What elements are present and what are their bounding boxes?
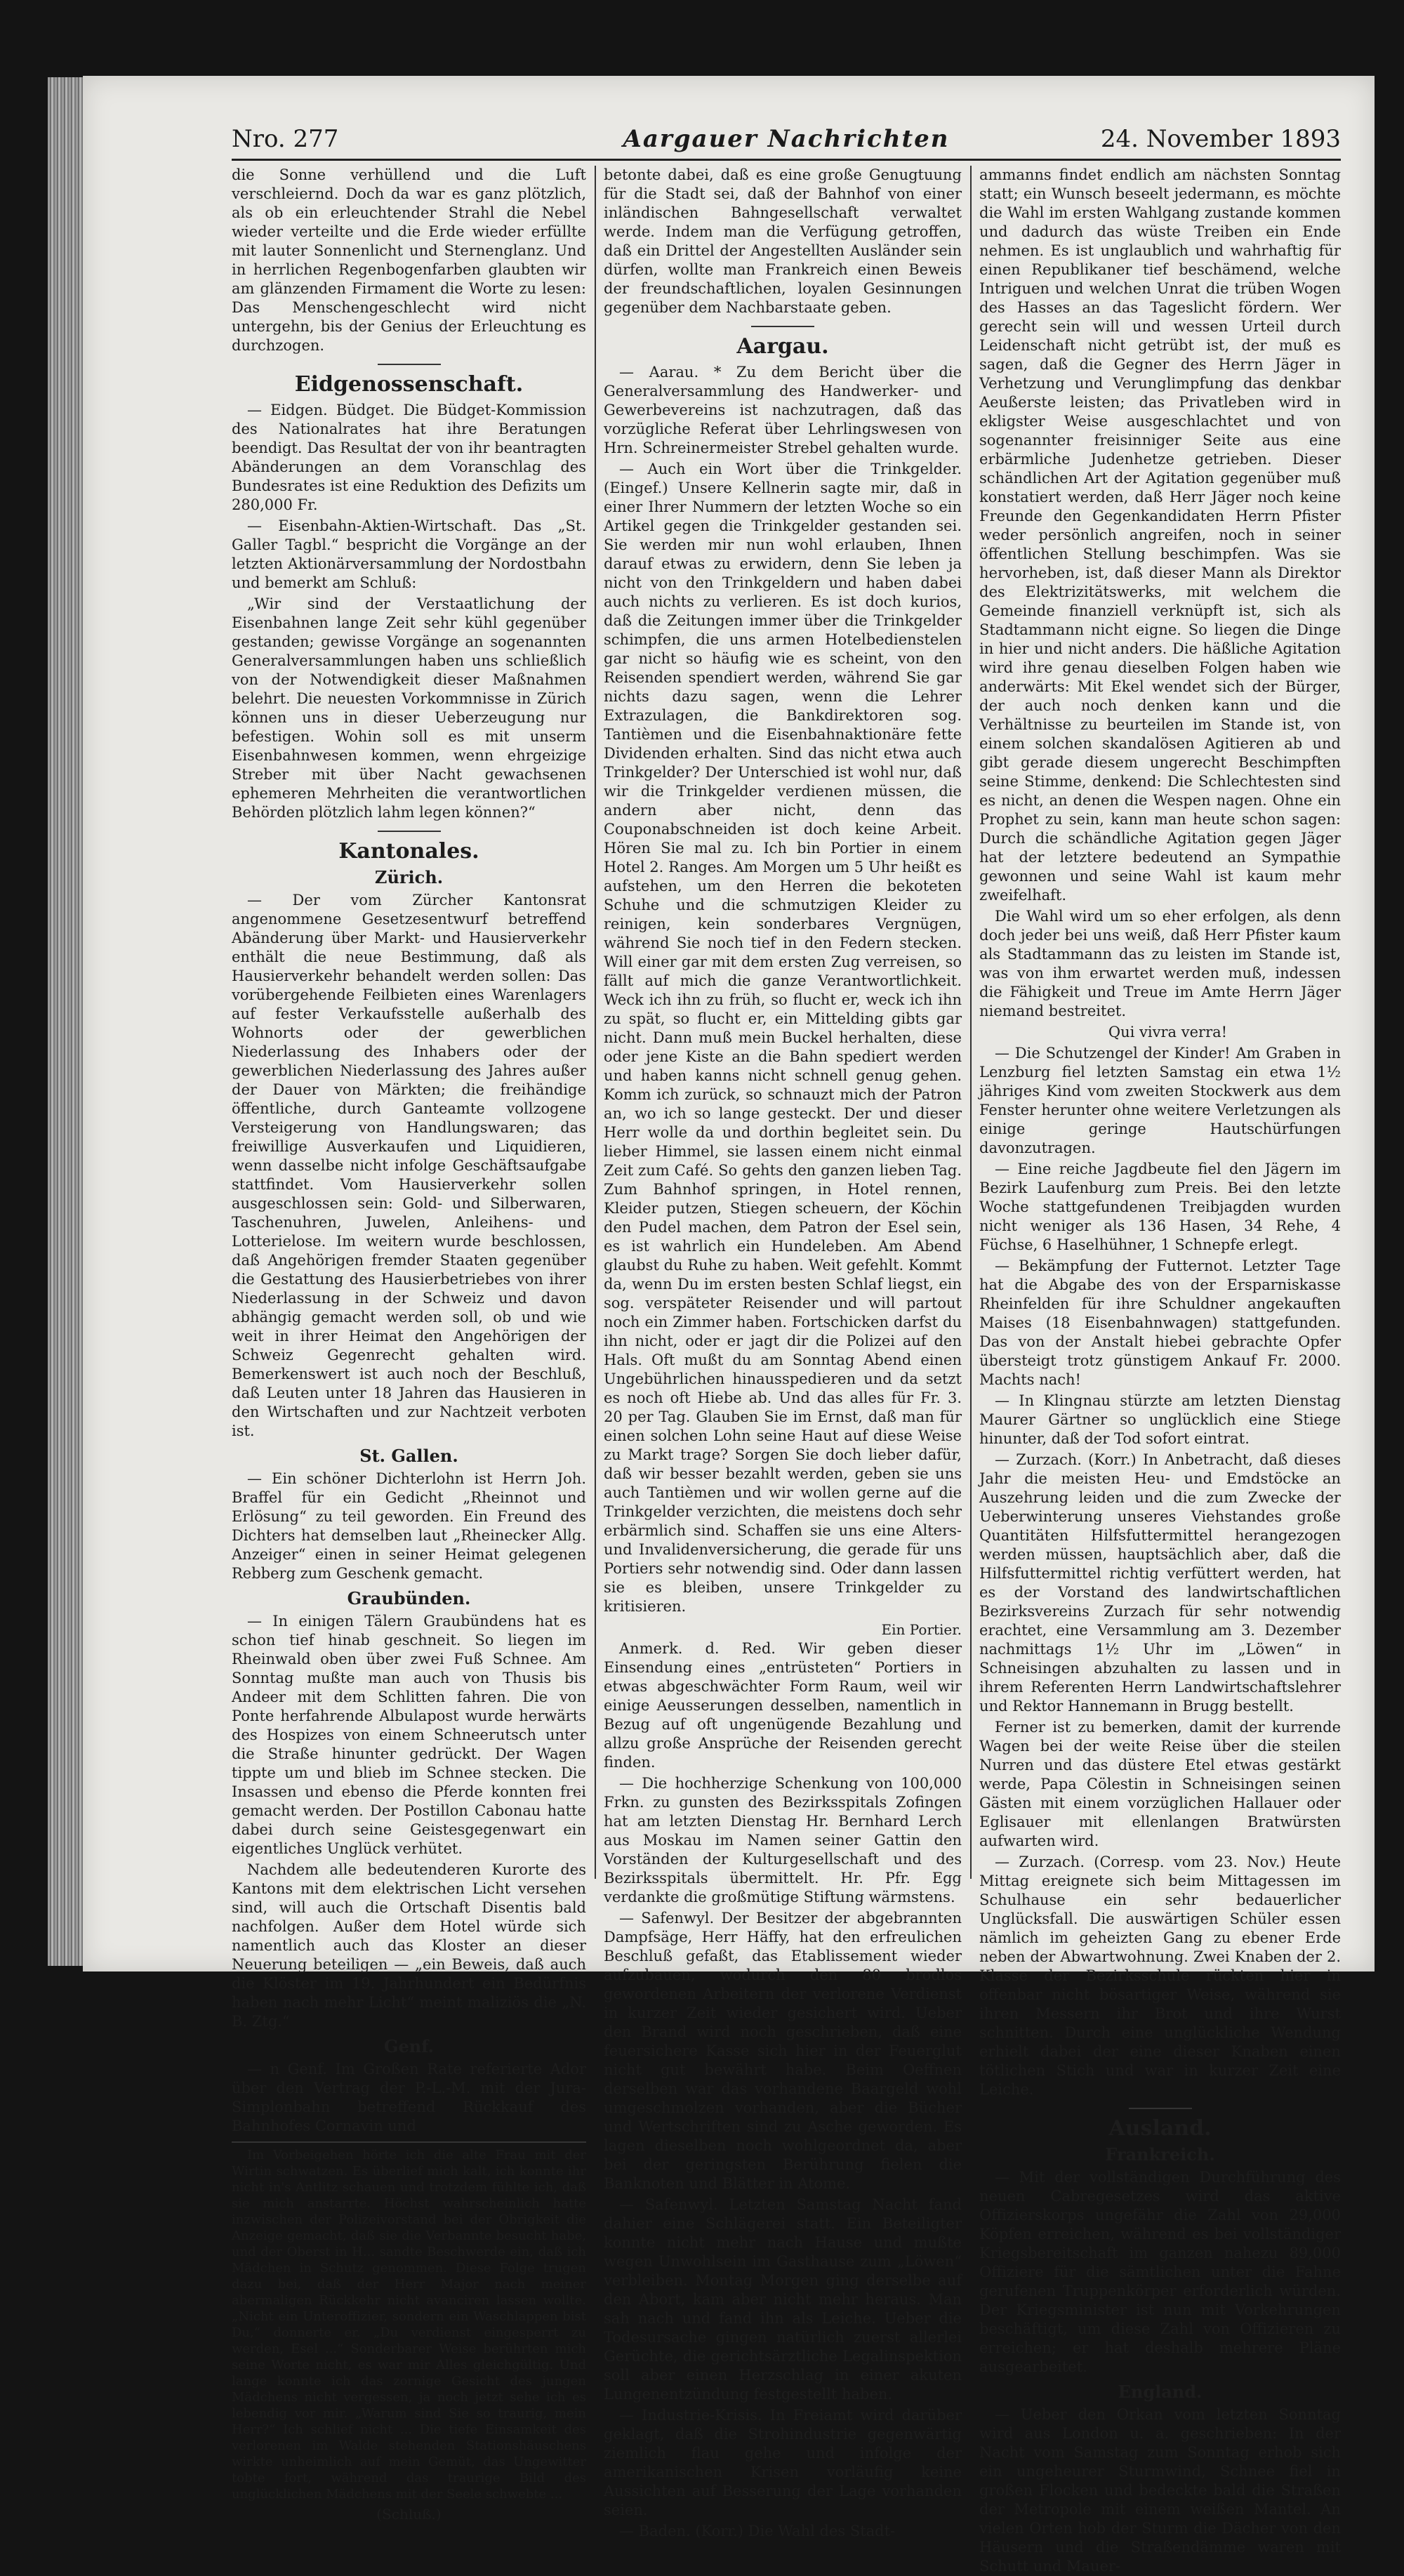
article-text: Anmerk. d. Red. Wir geben dieser Einsendung eines „entrüsteten“ Portiers in etwas abgeschwächter Form Raum, weil wir einige Aeusserungen desselben, namentlich in Bezug auf oft ungenügende Bezahlung und allzu große Ansprüche der Reisenden gerecht finden.	[604, 1640, 962, 1771]
article-text: Die Wahl wird um so eher erfolgen, als denn doch jeder bei uns weiß, daß Herr Pfister kaum als Stadtammann das zu leisten im Stande ist, was von ihm erwartet werden muß, indessen die Fähigkeit und Treue im Amte Herrn Jäger niemand bestreitet.	[979, 908, 1341, 1019]
subsection-heading: Graubünden.	[347, 1588, 471, 1609]
column-divider	[970, 166, 972, 1879]
section-heading: Eidgenossenschaft.	[294, 372, 524, 397]
article-text: — Industrie-Krisis. In Freiamt wird darüber geklagt, daß die Strohindustrie gegenwärtig ziemlich flau gehe und infolge der amerikanischen Krisen vorläufig keine Aussichten auf Besserung der Lage vorhanden seien.	[604, 2407, 962, 2518]
article-text: die Sonne verhüllend und die Luft verschleiernd. Doch da war es ganz plötzlich, als ob ein erleuchtender Strahl die Nebel wieder verteilte und die Erde wieder erfüllte mit lauter Sonnenlicht und Sternenglanz. Und in herrlichen Regenbogenfarben glaubten wir am glänzenden Firmament die Worte zu lesen: Das Menschengeschlecht wird nicht untergehn, bis der Genius der Erleuchtung es durchzogen.	[232, 166, 586, 354]
feuilleton-text: Im Vorbeigehen hörte ich die alte Frau mit der Wirtin schwatzen. Es überlief mich kalt, ich konnte ihr nicht in's Antlitz schauen und trotzdem fühlte ich, daß sie mich anstarrte. Höchst wahrscheinlich hatte inzwischen der Polizeivorstand bei der Obrigkeit die Anzeige gemacht, daß sie die Verbannte besucht habe, und der Oberst in H... sandte Beschwerde ein, daß ich Mädchen in Schutz genommen. Diese Folge trugen dazu bei, daß der Herr Major nach meiner abermaligen Rückkehr nicht avanciren lassen wollte. „Nicht ein Unteroffizier, sondern ein Waschlappen bist Du,“ donnerte er. „Du verdienst eingesperrt zu werden, Esel ...“ Sonderbarer Weise berührten mich seine Worte nicht, es war mir Alles gleichgültig. Und lange konnte ich das zornige Gesicht des jungen Mädchens nicht vergessen, ja noch jetzt sehe ich es lebendig vor mir. „Warum sind Sie so traurig, mein Herr?“ Ich schlief nicht ... Die tiefe Einsamkeit des verlorenen im Walde stehenden Stationshäuschens wirkte unheimlich auf mein Gemüt, das Ungewitter tobte fort, während das traurige Bild des unglücklichen Mädchens mit der Seele schwebte ...	[232, 2148, 586, 2502]
article-text: betonte dabei, daß es eine große Genugtuung für die Stadt sei, daß der Bahnhof von einer inländischen Bahngesellschaft verwaltet werde. Indem man die Verfügung getroffen, daß ein Drittel der Angestellten Ausländer sein dürfen, wollte man Frankreich einen Beweis der freundschaftlichen, loyalen Gesinnungen gegenüber dem Nachbarstaate geben.	[604, 166, 962, 316]
column-divider	[595, 166, 596, 1879]
article-text: — Eine reiche Jagdbeute fiel den Jägern im Bezirk Laufenburg zum Preis. Bei den letzte Woche stattgefundenen Treibjagden wurden nicht weniger als 136 Hasen, 34 Rehe, 4 Füchse, 6 Haselhühner, 1 Schnepfe erlegt.	[979, 1161, 1341, 1253]
article-text: — Zurzach. (Korr.) In Anbetracht, daß dieses Jahr die meisten Heu- und Emdstöcke an Auszehrung leiden und die zum Zwecke der Ueberwinterung unseres Viehstandes große Quantitäten Hilfsfuttermittel herangezogen werden müssen, hauptsächlich aber, daß die Hilfsfuttermittel richtig verfüttert werden, hat es der Vorstand des landwirtschaftlichen Bezirksvereins Zurzach für sehr notwendig erachtet, eine Versammlung am 3. Dezember nachmittags 1½ Uhr im „Löwen“ in Schneisingen abzuhalten zu lassen und in ihrem Referenten Herrn Landwirtschaftslehrer und Rektor Hannemann in Brugg bestellt.	[979, 1451, 1341, 1715]
feuilleton-end: (Schluß.)	[376, 2506, 442, 2523]
article-text: — Auch ein Wort über die Trinkgelder. (Eingef.) Unsere Kellnerin sagte mir, daß in einer Ihrer Nummern der letzten Woche so ein Artikel gegen die Trinkgelder gestanden sei. Sie werden mir nun wohl erlauben, Ihnen darauf etwas zu erwidern, denn Sie leben ja nicht von den Trinkgeldern und haben dabei auch nichts zu verlieren. Es ist doch kurios, daß die Zeitungen immer über die Trinkgelder schimpfen, die uns armen Hotelbedienstelen gar nicht so häufig wie es scheint, von den Reisenden spendiert werden, während Sie gar nichts dazu sagen, wenn die Lehrer Extrazulagen, die Bankdirektoren sog. Tantièmen und die Eisenbahnaktionäre fette Dividenden erhalten. Sind das nicht etwa auch Trinkgelder? Der Unterschied ist wohl nur, daß wir die Trinkgelder verdienen müssen, die andern aber nicht, denn das Couponabschneiden ist doch keine Arbeit. Hören Sie mal zu. Ich bin Portier in einem Hotel 2. Ranges. Am Morgen um 5 Uhr heißt es aufstehen, um den Herren die bekoteten Schuhe und die schmutzigen Kleider zu reinigen, kein sonderbares Vergnügen, während Sie noch tief in den Federn stecken. Will einer gar mit dem ersten Zug verreisen, so fällt auf mich die ganze Verantwortlichkeit. Weck ich ihn zu früh, so flucht er, weck ich ihn zu spät, so flucht er, ein Mittelding gibts gar nicht. Dann muß mein Buckel herhalten, diese oder jene Kiste an die Bahn spediert werden und haben kanns nicht schnell genug gehen. Komm ich zurück, so schnauzt mich der Patron an, wo ich so lange gesteckt. Der und dieser Herr wolle da und dorthin begleitet sein. Du lieber Himmel, sie lassen einem nicht einmal Zeit zum Café. So gehts den ganzen lieben Tag. Zum Bahnhof springen, in Hotel rennen, Kleider putzen, Stiegen scheuern, der Köchin den Pudel machen, dem Patron der Esel sein, es ist wahrlich ein Hundeleben. Am Abend glaubst du Ruhe zu haben. Weit gefehlt. Kommt da, wenn Du im ersten besten Schlaf liegst, ein sog. verspäteter Reisender und will partout noch ein Zimmer haben. Fortschicken darfst du ihn nicht, oder er jagt dir die Polizei auf den Hals. Oft mußt du am Sonntag Abend einen Ungebührlichen hinausspedieren und da setzt es noch oft Hiebe ab. Und das alles für Fr. 3. 20 per Tag. Glauben Sie im Ernst, daß man für einen solchen Lohn seine Haut auf diese Weise zu Markt trage? Sorgen Sie doch lieber dafür, daß wir besser bezahlt werden, geben sie uns auch Tantièmen und wir wollen gerne auf die Trinkgelder verzichten, die meistens doch sehr erbärmlich sind. Schaffen sie uns eine Alters- und Invalidenversicherung, die gerade für uns Portiers sehr notwendig sind. Oder dann lassen sie es bleiben, unsere Trinkgelder zu kritisieren.	[604, 461, 962, 1615]
article-text: — Safenwyl. Letzten Samstag Nacht fand dahier eine Schlägerei statt. Ein Beteiligter konnte nicht mehr nach Hause und mußte wegen Unwohlsein im Gasthause zum „Löwen“ verbleiben. Montag Morgen ging derselbe auf den Abort, kam aber nicht mehr heraus. Man sah nach und fand ihn als Leiche. Ueber die Todesursache gingen natürlich zuerst allerlei Gerüchte, die gerichtsärztliche Legalinspektion soll aber einen Herzschlag in einer akuten Lungenentzündung festgestellt haben.	[604, 2196, 962, 2403]
signature: Ein Portier.	[881, 1621, 962, 1638]
article-text: Nachdem alle bedeutenderen Kurorte des Kantons mit dem elektrischen Licht versehen sind, will auch die Ortschaft Disentis bald nachfolgen. Außer dem Hotel würde sich namentlich auch das Kloster an dieser Neuerung beteiligen — „ein Beweis, daß auch die Klöster im 19. Jahrhundert ein Bedürfnis haben nach mehr Licht“ meint maliziös die „N. B. Ztg.“	[232, 1861, 586, 2030]
article-text: „Wir sind der Verstaatlichung der Eisenbahnen lange Zeit sehr kühl gegenüber gestanden; gewisse Vorgänge an sogenannten Generalversammlungen haben uns schließlich von der Notwendigkeit dieser Maßnahmen belehrt. Die neuesten Vorkommnisse in Zürich können uns in dieser Ueberzeugung nur befestigen. Wohin soll es mit unserm Eisenbahnwesen kommen, wenn ehrgeizige Streber mit über Nacht gewachsenen ephemeren Mehrheiten die verantwortlichen Behörden plötzlich lahm legen können?“	[232, 595, 586, 821]
article-text: — Eisenbahn-Aktien-Wirtschaft. Das „St. Galler Tagbl.“ bespricht die Vorgänge an der letzten Aktionärversammlung der Nordostbahn und bemerkt am Schluß:	[232, 517, 586, 591]
article-text: — In einigen Tälern Graubündens hat es schon tief hinab geschneit. So liegen im Rheinwald oben über zwei Fuß Schnee. Am Sonntag mußte man auch von Thusis bis Andeer mit dem Schlitten fahren. Die von Ponte herfahrende Albulapost wurde herwärts des Hospizes von einem Schneerutsch unter die Straße hinunter gedrückt. Der Wagen tippte um und blieb im Schnee stecken. Die Insassen und ebenso die Pferde konnten frei gemacht werden. Der Postillon Cabonau hatte dabei durch seine Geistesgegenwart ein eigentliches Unglück verhütet.	[232, 1613, 586, 1857]
article-text: — In Klingnau stürzte am letzten Dienstag Maurer Gärtner so unglücklich eine Stiege hinunter, daß der Tod sofort eintrat.	[979, 1392, 1341, 1447]
article-text: — Die hochherzige Schenkung von 100,000 Frkn. zu gunsten des Bezirksspitals Zofingen hat am letzten Dienstag Hr. Bernhard Lerch aus Moskau im Namen seiner Gattin den Vorständen der Kulturgesellschaft und des Bezirksspitals übermittelt. Hr. Pfr. Egg verdankte die großmütige Stiftung wärmstens.	[604, 1775, 962, 1905]
article-text: ammanns findet endlich am nächsten Sonntag statt; ein Wunsch beseelt jedermann, es möchte die Wahl im ersten Wahlgang zustande kommen und dadurch das wüste Treiben ein Ende nehmen. Es ist unglaublich und wahrhaftig für einen Republikaner tief beschämend, welche Intriguen und welchen Unrat die trüben Wogen des Hasses an das Tageslicht fördern. Wer gerecht sein will und wessen Urteil durch Leidenschaft nicht getrübt ist, der muß es sagen, daß die Gegner des Herrn Jäger in Verhetzung und Verunglimpfung das denkbar Aeußerste leisten; das Privatleben wird in ekligster Weise ausgeschlachtet und von sogenannter freisinniger Seite aus eine erbärmliche Judenhetze getrieben. Dieser schändlichen Art der Agitation gegenüber muß konstatiert werden, daß Herr Jäger noch keine Freunde den Gegenkandidaten Herrn Pfister weder persönlich angreifen, noch in seiner öffentlichen Stellung beschimpfen. Was sie hervorheben, ist, daß dieser Mann als Direktor des Elektrizitätswerks, mit welchem die Gemeinde finanziell verknüpft ist, sich als Stadtammann nicht eigne. So liegen die Dinge in hier und nicht anders. Die häßliche Agitation wird ihre genau dieselben Folgen haben wie anderwärts: Mit Ekel wendet sich der Bürger, der auch noch denken kann und die Verhältnisse zu beurteilen im Stande ist, von einem solchen skandalösen Agitieren ab und gibt gerade diesem ungerecht Beschimpften seine Stimme, denkend: Die Schlechtesten sind es nicht, an denen die Wespen nagen. Ohne ein Prophet zu sein, kann man heute schon sagen: Durch die schändliche Agitation gegen Jäger hat der letztere bedeutend an Sympathie gewonnen und seine Wahl ist kaum mehr zweifelhaft.	[979, 166, 1341, 904]
section-heading: Kantonales.	[338, 839, 479, 864]
feuilleton	[232, 2141, 586, 2523]
article-text: — Zurzach. (Corresp. vom 23. Nov.) Heute Mittag ereignete sich beim Mittagessen im Schulhause ein sehr bedauerlicher Unglücksfall. Die auswärtigen Schüler essen nämlich im geheizten Gang zu ebener Erde neben der Abwartwohnung. Zwei Knaben der 2. Klasse der Bezirksschule rückten hier in offenbar nicht bösartiger Weise, während sie ihren Messern ihr Brot und ihre Wurst schnitten. Durch eine unglückliche Wendung erhielt dabei der eine dieser Knaben einen tötlichen Stich und war in kurzer Zeit eine Leiche.	[979, 1854, 1341, 2098]
section-heading: Aargau.	[736, 334, 829, 359]
article-text: — Eidgen. Büdget. Die Büdget-Kommission des Nationalrates hat ihre Beratungen beendigt. Das Resultat der von ihr beantragten Abänderungen an dem Voranschlag des Bundesrates ist eine Reduktion des Defizits um 280,000 Fr.	[232, 402, 586, 513]
article-text: Ferner ist zu bemerken, damit der kurrende Wagen bei der weite Reise über die steilen Nurren und das düstere Etel etwas gestärkt werde, Papa Cölestin in Schneisingen seinen Gästen mit einem vorzüglichen Hallauer oder Eglisauer mit ellenlangen Bratwürsten aufwarten wird.	[979, 1719, 1341, 1849]
article-text: — Mit der vollständigen Durchführung des neuen Cabregesetzes wird das aktive Offizierskorps ungefähr die Zahl von 29,000 Köpfen erreichen, während es bei vollständiger Kriegsbereitschaft im ganzen nahezu 89,000 Offiziere für die sämtlichen unter die Fahne gerufenen Truppenkörper erforderlich würden. Der Kriegsminister ist nun mit Vorkehrungen beschäftigt, um diese Zahl von Offizieren zu erreichen; er hat deshalb mehrere Pläne ausgearbeitet.	[979, 2169, 1341, 2375]
article-text: — Ueber den Orkan vom letzten Sonntag wird aus London u. a. geschrieben: In der Nacht vom Samstag zum Sonntag erhob sich ein ungeheurer Sturmwind, Schnee fiel in großen Flocken und bedeckte bald die Straßen der Metropole mit einem weißen Mantel. An vielen Orten hob der Sturm die Dächer von den Häusern und die Straßendämme waren mit Schutt und Mauer-	[979, 2406, 1341, 2575]
article-text: Qui vivra verra!	[1108, 1024, 1228, 1041]
section-heading: Ausland.	[1108, 2116, 1212, 2141]
subsection-heading: Frankreich.	[1105, 2144, 1215, 2165]
issue-number: Nro. 277	[232, 125, 339, 153]
section-divider	[378, 364, 441, 365]
article-text: — Aarau. * Zu dem Bericht über die Generalversammlung des Handwerker- und Gewerbevereins ist nachzutragen, daß das vorzügliche Referat über Lehrlingswesen von Hrn. Schreinermeister Strebel gehalten wurde.	[604, 364, 962, 456]
column-1	[232, 166, 586, 2523]
section-divider	[1129, 2108, 1192, 2109]
section-divider	[378, 831, 441, 832]
article-text: — Baden. (Korr.) Die Wahl des Stadt-	[619, 2523, 896, 2539]
issue-date: 24. November 1893	[1100, 125, 1341, 153]
column-3	[979, 166, 1341, 2575]
subsection-heading: St. Gallen.	[359, 1446, 458, 1466]
article-text: — Safenwyl. Der Besitzer der abgebrannten Dampfsäge, Herr Häffy, hat den erfreulichen Beschluß gefaßt, das Etablissement wieder aufzubauen, wodurch den 80 brodlos gewordenen Arbeitern der verlorene Verdienst in kurzer Zeit wieder gesichert wird. Ueber den Brand wird noch geschrieben, daß eine feuersichere Kasse sich hier in der Feuerglut nicht gut bewährt habe. Beim Oeffnen derselben war das vorhandene Baargeld wohl umgeschmolzen vorhanden, aber die Bücher und Wertschriften sind zu Asche geworden. Es lagen dieselben noch wohlgeordnet da, aber bei der geringsten Berührung fielen die Banknoten und Blätter in Atome.	[604, 1910, 962, 2192]
article-text: — Ein schöner Dichterlohn ist Herrn Joh. Braffel für ein Gedicht „Rheinnot und Erlösung“ zu teil geworden. Ein Freund des Dichters hat demselben laut „Rheinecker Allg. Anzeiger“ einen in seiner Heimat gelegenen Rebberg zum Geschenk gemacht.	[232, 1470, 586, 1582]
masthead: Aargauer Nachrichten	[623, 125, 950, 153]
article-text: — Der vom Zürcher Kantonsrat angenommene Gesetzesentwurf betreffend Abänderung über Markt- und Hausierverkehr enthält die neue Bestimmung, daß als Hausierverkehr behandelt werden sollen: Das vorübergehende Feilbieten eines Warenlagers auf fester Verkaufsstelle außerhalb des Wohnorts oder der gewerblichen Niederlassung des Inhabers oder der gewerblichen Niederlassung des Jahres außer der Dauer von Märkten; die freihändige öffentliche, durch Ganteamte vollzogene Versteigerung von Handlungswaren; das freiwillige Ausverkaufen und Liquidieren, wenn dasselbe nicht infolge Geschäftsaufgabe stattfindet. Vom Hausierverkehr sollen ausgeschlossen sein: Gold- und Silberwaren, Taschenuhren, Juwelen, Anleihens- und Lotterielose. Im weitern wurde beschlossen, daß Angehörigen fremder Staaten gegenüber die Gestattung des Hausierbetriebes von ihrer Niederlassung in der Schweiz und davon abhängig gemacht werden soll, ob und wie weit in ihrer Heimat den Angehörigen der Schweiz Gegenrecht gehalten wird. Bemerkenswert ist auch noch der Beschluß, daß Leuten unter 18 Jahren das Hausieren in den Wirtschaften und zur Nachtzeit verboten ist.	[232, 892, 586, 1439]
subsection-heading: Genf.	[383, 2036, 435, 2056]
subsection-heading: England.	[1118, 2382, 1203, 2402]
subsection-heading: Zürich.	[374, 867, 444, 887]
column-2	[604, 166, 962, 2539]
article-text: — Bekämpfung der Futternot. Letzter Tage hat die Abgabe des von der Ersparniskasse Rheinfelden für ihre Schuldner angekauften Maises (18 Eisenbahnwagen) stattgefunden. Das von der Anstalt hiebei gebrachte Opfer übersteigt trotz günstigem Ankauf Fr. 2000. Machts nach!	[979, 1257, 1341, 1388]
header-rule	[232, 159, 1341, 161]
article-text: — n Genf. Im Großen Rate referierte Ador über den Vertrag der P.-L.-M. mit der Jura-Simplonbahn betreffend Rückkauf des Bahnhofes Cornavin und	[232, 2061, 586, 2134]
page-header	[232, 125, 1341, 159]
section-divider	[751, 326, 814, 327]
article-text: — Die Schutzengel der Kinder! Am Graben in Lenzburg fiel letzten Samstag ein etwa 1½ jähriges Kind vom zweiten Stockwerk aus dem Fenster herunter ohne weitere Verletzungen als einige geringe Hautschürfungen davonzutragen.	[979, 1045, 1341, 1156]
